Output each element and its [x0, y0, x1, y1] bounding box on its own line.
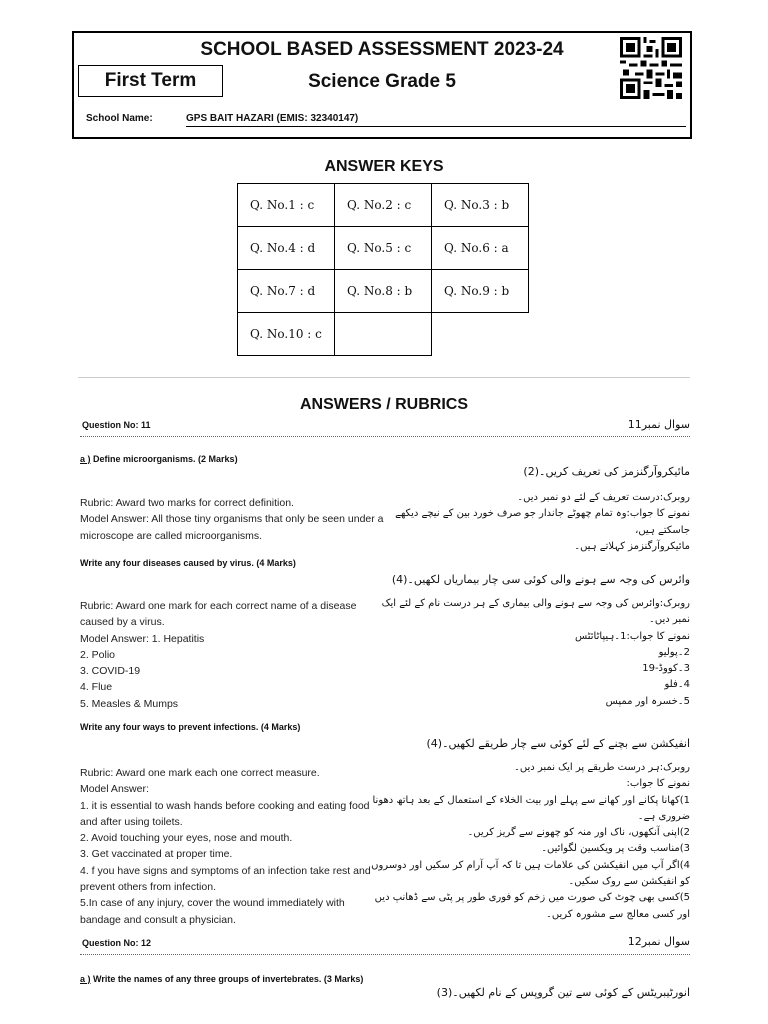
qr-code-icon [620, 37, 682, 99]
subject-title: Science Grade 5 [308, 71, 456, 92]
q12a-title [80, 974, 363, 984]
answer-key-cell: Q. No.5 : c [335, 227, 432, 270]
q11a-text: Define microorganisms. (2 Marks) [90, 454, 238, 464]
q11c-rubric [80, 765, 380, 928]
q11c-title-urdu: انفیکشن سے بچنے کے لئے کوئی سے چار طریقے لکھیں۔(4) [426, 737, 690, 750]
question-12-label: Question No: 12 [82, 938, 152, 948]
text-line: Rubric: Award one mark for each correct name of a disease [80, 600, 357, 612]
q11a-title-urdu: مائیکروآرگنزمز کی تعریف کریں۔(2) [523, 465, 690, 478]
text-line: 3)مناسب وقت پر ویکسین لگوائیں۔ [541, 843, 690, 855]
q11c-rubric-urdu [370, 760, 690, 923]
text-line: 3. COVID-19 [80, 665, 141, 678]
q12a-title-urdu: انورٹیبریٹس کے کوئی سے تین گروپس کے نام لکھیں۔(3) [436, 986, 690, 999]
answer-keys-title: ANSWER KEYS [324, 158, 444, 175]
question-12-label-urdu: سوال نمبر12 [627, 935, 690, 948]
answer-key-cell: Q. No.1 : c [238, 184, 335, 227]
text-line: نمونے کا جواب:وہ تمام چھوٹے جاندار جو صرف خورد بین کے نیچے دیکھے جاسکتے ہیں، [395, 508, 690, 536]
text-line: 4۔فلو [664, 679, 690, 691]
text-line: and after using toilets. [80, 815, 183, 828]
table-row [238, 313, 529, 356]
q12a-text: Write the names of any three groups of invertebrates. (3 Marks) [90, 974, 364, 984]
text-line: 4. f you have signs and symptoms of an infection take rest and [80, 864, 371, 877]
text-line: 1. it is essential to wash hands before cooking and eating food [80, 799, 370, 812]
q11b-title: Write any four diseases caused by virus. (4 Marks) [80, 558, 296, 568]
term-box: First Term [78, 65, 223, 97]
text-line: 5.In case of any injury, cover the wound immediately with [80, 897, 345, 910]
answer-key-cell: Q. No.10 : c [238, 313, 335, 356]
q11b-title-urdu: وائرس کی وجہ سے ہونے والی کوئی سی چار بیماریاں لکھیں۔(4) [391, 573, 690, 586]
answer-key-cell: Q. No.9 : b [432, 270, 529, 313]
text-line: مائیکروآرگنزمز کہلاتے ہیں۔ [574, 540, 690, 552]
answer-key-cell [335, 313, 432, 356]
q11b-rubric [80, 598, 380, 712]
q11c-title: Write any four ways to prevent infections. (4 Marks) [80, 722, 301, 732]
rubrics-title: ANSWERS / RUBRICS [299, 396, 468, 413]
text-line: Rubric: Award one mark each one correct measure. [80, 767, 320, 779]
answer-key-cell: Q. No.8 : b [335, 270, 432, 313]
text-line: 5)کسی بھی چوٹ کی صورت میں زخم کو فوری طور پر پٹی سے ڈھانپ دیں اور کسی معالج سے مشورہ کریں۔ [374, 892, 690, 920]
answer-key-cell: Q. No.4 : d [238, 227, 335, 270]
answer-key-cell: Q. No.2 : c [335, 184, 432, 227]
text-line: prevent others from infection. [80, 881, 216, 894]
q11a-rubric [80, 495, 400, 544]
text-line: 2)اپنی آنکھوں، ناک اور منہ کو چھونے سے گریز کریں۔ [467, 827, 690, 839]
question-11-label-urdu: سوال نمبر11 [627, 418, 690, 431]
header-box [72, 31, 692, 139]
text-line: 3. Get vaccinated at proper time. [80, 848, 233, 861]
text-line: Model Answer: 1. Hepatitis [80, 632, 205, 645]
text-line: Rubric: Award two marks for correct definition. [80, 497, 294, 509]
answer-key-cell: Q. No.6 : a [432, 227, 529, 270]
q11a-title [80, 454, 238, 464]
text-line: روبرک:وائرس کی وجہ سے ہونے والی بیماری کے ہر درست نام کے لئے ایک نمبر دیں۔ [381, 598, 690, 626]
text-line: 5۔خسرہ اور ممپس [605, 695, 690, 707]
text-line: روبرک:درست تعریف کے لئے دو نمبر دیں۔ [517, 492, 690, 503]
assessment-title: SCHOOL BASED ASSESSMENT 2023-24 [200, 39, 564, 60]
text-line: 4. Flue [80, 681, 113, 694]
text-line: 2. Avoid touching your eyes, nose and mouth. [80, 832, 293, 845]
text-line: Model Answer: [80, 783, 149, 796]
divider [78, 377, 690, 378]
text-line: microscope are called microorganisms. [80, 529, 263, 542]
text-line: Model Answer: All those tiny organisms that only be seen under a [80, 513, 384, 526]
text-line: 2۔پولیو [658, 646, 690, 658]
answer-keys-table [237, 183, 529, 356]
text-line: 4)اگر آپ میں انفیکشن کی علامات ہیں تا کہ آپ آرام کر سکیں اور دوسروں کو انفیکشن سے روک سکیں۔ [371, 859, 690, 888]
text-line: نمونے کا جواب: [626, 778, 690, 790]
text-line: caused by a virus. [80, 616, 165, 629]
q12a-prefix: a ) [80, 974, 91, 984]
text-line: نمونے کا جواب:1۔ہیپاٹائٹس [574, 630, 690, 642]
answer-key-cell: Q. No.3 : b [432, 184, 529, 227]
text-line: 1)کھانا پکانے اور کھانے سے پہلے اور بیت الخلاء کے استعمال کے بعد ہاتھ دھونا ضروری ہے۔ [372, 794, 690, 822]
table-row [238, 227, 529, 270]
q11b-rubric-urdu [370, 596, 690, 710]
table-row [238, 270, 529, 313]
text-line: 2. Polio [80, 648, 116, 661]
text-line: 3۔کووڈ-19 [642, 663, 690, 675]
table-row [238, 184, 529, 227]
question-11-label: Question No: 11 [82, 420, 151, 430]
answer-key-cell: Q. No.7 : d [238, 270, 335, 313]
text-line: روبرک:ہر درست طریقے پر ایک نمبر دیں۔ [513, 762, 690, 773]
text-line: 5. Measles & Mumps [80, 697, 179, 710]
school-name-value: GPS BAIT HAZARI (EMIS: 32340147) [186, 113, 686, 127]
q11a-rubric-urdu [370, 490, 690, 555]
dotted-divider [80, 954, 690, 955]
q11a-prefix: a ) [80, 454, 91, 464]
dotted-divider [80, 436, 690, 437]
text-line: bandage and consult a physician. [80, 913, 236, 926]
school-name-label: School Name: [86, 113, 153, 124]
